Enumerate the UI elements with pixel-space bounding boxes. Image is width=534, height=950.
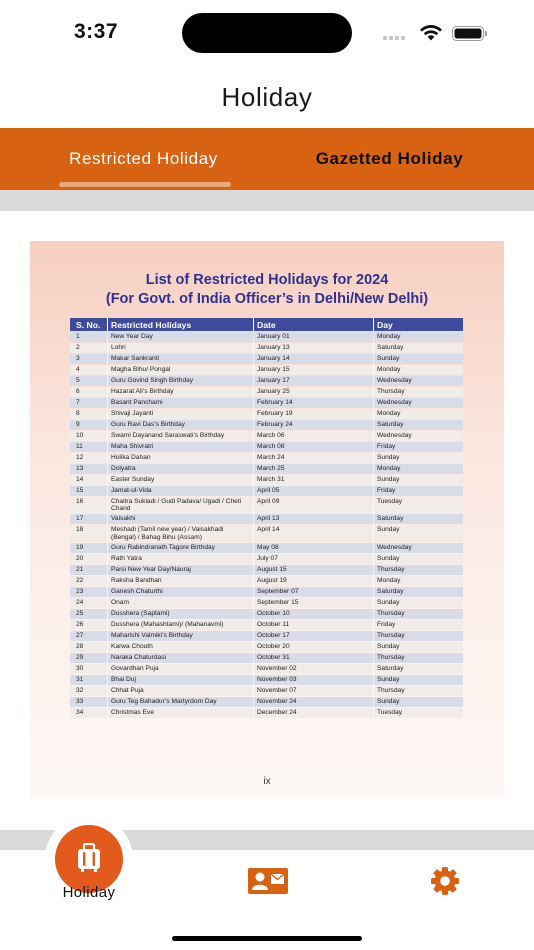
document-title: List of Restricted Holidays for 2024 <box>145 272 389 288</box>
cell-sno: 20 <box>70 554 108 564</box>
table-row <box>70 598 463 608</box>
table-row <box>70 354 463 364</box>
table-row <box>70 387 463 397</box>
home-indicator <box>172 936 362 941</box>
table-row <box>70 675 463 685</box>
table-row <box>70 565 463 575</box>
table-row <box>70 409 463 419</box>
table-row <box>70 554 463 564</box>
table-row <box>70 664 463 674</box>
holiday-list-document <box>30 241 504 799</box>
table-header-row <box>70 318 463 331</box>
cell-date: April 05 <box>254 486 374 496</box>
cell-sno: 10 <box>70 431 108 441</box>
cell-day: Thursday <box>374 631 463 641</box>
cell-day: Saturday <box>374 664 463 674</box>
cell-holiday: Raksha Bandhan <box>108 576 254 586</box>
cell-date: August 19 <box>254 576 374 586</box>
cell-date: July 07 <box>254 554 374 564</box>
table-row <box>70 686 463 696</box>
cell-date: October 31 <box>254 653 374 663</box>
cell-sno: 5 <box>70 376 108 386</box>
cell-sno: 17 <box>70 514 108 524</box>
cell-sno: 11 <box>70 442 108 452</box>
cell-sno: 23 <box>70 587 108 597</box>
contact-card-icon[interactable] <box>248 868 288 894</box>
cell-sno: 6 <box>70 387 108 397</box>
cell-date: March 31 <box>254 475 374 485</box>
cell-date: April 14 <box>254 525 374 541</box>
cell-holiday: Meshadi (Tamil new year) / Vaisakhadi (Bengal) / Bahag Bihu (Assam) <box>108 525 254 541</box>
cell-date: April 09 <box>254 497 374 513</box>
column-header-holiday: Restricted Holidays <box>108 318 254 331</box>
cell-sno: 1 <box>70 332 108 342</box>
cell-sno: 4 <box>70 365 108 375</box>
cell-day: Thursday <box>374 686 463 696</box>
cell-sno: 29 <box>70 653 108 663</box>
nav-holiday-button[interactable] <box>55 825 123 893</box>
cell-day: Tuesday <box>374 708 463 718</box>
table-row <box>70 464 463 474</box>
table-row <box>70 514 463 524</box>
cell-day: Friday <box>374 486 463 496</box>
table-row <box>70 609 463 619</box>
cell-sno: 18 <box>70 525 108 541</box>
cell-day: Wednesday <box>374 376 463 386</box>
cell-day: Saturday <box>374 343 463 353</box>
cell-day: Thursday <box>374 387 463 397</box>
cell-day: Sunday <box>374 475 463 485</box>
column-header-sno: S. No. <box>70 318 108 331</box>
cell-sno: 22 <box>70 576 108 586</box>
cell-holiday: Lohri <box>108 343 254 353</box>
cell-date: August 15 <box>254 565 374 575</box>
cell-date: January 14 <box>254 354 374 364</box>
table-row <box>70 653 463 663</box>
table-row <box>70 708 463 718</box>
luggage-icon <box>76 843 102 873</box>
cell-sno: 27 <box>70 631 108 641</box>
cell-holiday: Guru Ravi Das’s Birthday <box>108 420 254 430</box>
cell-holiday: Swami Dayanand Saraswati’s Birthday <box>108 431 254 441</box>
cell-holiday: Govardhan Puja <box>108 664 254 674</box>
cell-holiday: Basant Panchami <box>108 398 254 408</box>
cell-day: Saturday <box>374 420 463 430</box>
cell-holiday: Makar Sankranti <box>108 354 254 364</box>
cell-holiday: New Year Day <box>108 332 254 342</box>
cell-sno: 21 <box>70 565 108 575</box>
cell-day: Sunday <box>374 554 463 564</box>
cell-holiday: Easter Sunday <box>108 475 254 485</box>
cell-holiday: Holika Dahan <box>108 453 254 463</box>
cell-day: Thursday <box>374 653 463 663</box>
table-row <box>70 631 463 641</box>
cell-holiday: Ganesh Chaturthi <box>108 587 254 597</box>
tab-bar <box>0 128 534 190</box>
cell-date: November 02 <box>254 664 374 674</box>
cell-holiday: Maha Shivratri <box>108 442 254 452</box>
cell-date: November 07 <box>254 686 374 696</box>
cell-date: October 10 <box>254 609 374 619</box>
cell-sno: 13 <box>70 464 108 474</box>
cell-sno: 2 <box>70 343 108 353</box>
table-row <box>70 453 463 463</box>
cell-day: Wednesday <box>374 543 463 553</box>
column-header-day: Day <box>374 318 463 331</box>
tab-gazetted-holiday[interactable]: Gazetted Holiday <box>315 149 464 168</box>
cell-sno: 26 <box>70 620 108 630</box>
cell-day: Saturday <box>374 514 463 524</box>
cell-day: Thursday <box>374 609 463 619</box>
table-row <box>70 543 463 553</box>
cell-holiday: Dusshera (Mahashtami)/ (Mahanavmi) <box>108 620 254 630</box>
cell-holiday: Naraka Chaturdasi <box>108 653 254 663</box>
cell-sno: 7 <box>70 398 108 408</box>
cell-sno: 19 <box>70 543 108 553</box>
table-row <box>70 475 463 485</box>
cell-date: March 08 <box>254 442 374 452</box>
status-time: 3:37 <box>74 20 119 43</box>
cell-date: January 25 <box>254 387 374 397</box>
tab-restricted-holiday[interactable]: Restricted Holiday <box>69 149 218 168</box>
cell-date: March 25 <box>254 464 374 474</box>
cell-day: Sunday <box>374 598 463 608</box>
cell-day: Friday <box>374 620 463 630</box>
cell-holiday: Shivaji Jayanti <box>108 409 254 419</box>
cell-date: January 01 <box>254 332 374 342</box>
table-row <box>70 620 463 630</box>
cell-day: Sunday <box>374 642 463 652</box>
table-row <box>70 642 463 652</box>
active-tab-indicator <box>59 182 231 187</box>
page-number: ix <box>263 776 271 787</box>
cell-holiday: Hazarat Ali’s Birthday <box>108 387 254 397</box>
cell-sno: 24 <box>70 598 108 608</box>
cell-holiday: Jamat-ul-Vida <box>108 486 254 496</box>
cell-holiday: Chhat Puja <box>108 686 254 696</box>
table-row <box>70 442 463 452</box>
cell-date: October 11 <box>254 620 374 630</box>
cell-date: March 06 <box>254 431 374 441</box>
table-row <box>70 376 463 386</box>
table-row <box>70 697 463 707</box>
cell-sno: 31 <box>70 675 108 685</box>
table-row <box>70 497 463 513</box>
document-subtitle: (For Govt. of India Officer’s in Delhi/New Delhi) <box>105 291 429 307</box>
cellular-signal-icon <box>383 36 409 41</box>
cell-sno: 15 <box>70 486 108 496</box>
cell-date: November 03 <box>254 675 374 685</box>
cell-day: Sunday <box>374 453 463 463</box>
cell-date: January 15 <box>254 365 374 375</box>
cell-day: Thursday <box>374 565 463 575</box>
cell-holiday: Dusshera (Saptami) <box>108 609 254 619</box>
cell-date: November 24 <box>254 697 374 707</box>
cell-holiday: Rath Yatra <box>108 554 254 564</box>
cell-sno: 33 <box>70 697 108 707</box>
cell-holiday: Chaitra Sukladi / Gudi Padava/ Ugadi / Cheti Chand <box>108 497 254 513</box>
cell-date: September 07 <box>254 587 374 597</box>
cell-day: Monday <box>374 409 463 419</box>
cell-holiday: Christmas Eve <box>108 708 254 718</box>
cell-sno: 12 <box>70 453 108 463</box>
status-bar <box>0 0 534 62</box>
cell-day: Monday <box>374 332 463 342</box>
cell-day: Sunday <box>374 354 463 364</box>
cell-sno: 14 <box>70 475 108 485</box>
cell-holiday: Guru Rabindranath Tagore Birthday <box>108 543 254 553</box>
cell-day: Sunday <box>374 697 463 707</box>
cell-holiday: Magha Bihu/ Pongal <box>108 365 254 375</box>
cell-date: January 17 <box>254 376 374 386</box>
cell-holiday: Dolyatra <box>108 464 254 474</box>
table-row <box>70 486 463 496</box>
cell-sno: 28 <box>70 642 108 652</box>
cell-day: Wednesday <box>374 431 463 441</box>
cell-day: Monday <box>374 365 463 375</box>
cell-sno: 3 <box>70 354 108 364</box>
cell-sno: 32 <box>70 686 108 696</box>
tab-divider <box>0 190 534 211</box>
cell-day: Sunday <box>374 675 463 685</box>
cell-date: February 24 <box>254 420 374 430</box>
table-row <box>70 525 463 541</box>
table-row <box>70 365 463 375</box>
cell-holiday: Vaisakhi <box>108 514 254 524</box>
cell-sno: 16 <box>70 497 108 513</box>
cell-day: Tuesday <box>374 497 463 513</box>
cell-holiday: Guru Teg Bahadur’s Martyrdom Day <box>108 697 254 707</box>
cell-sno: 25 <box>70 609 108 619</box>
cell-date: March 24 <box>254 453 374 463</box>
cell-holiday: Guru Govind Singh Birthday <box>108 376 254 386</box>
cell-holiday: Maharishi Valmiki’s Birthday <box>108 631 254 641</box>
table-row <box>70 343 463 353</box>
cell-date: December 24 <box>254 708 374 718</box>
cell-holiday: Onam <box>108 598 254 608</box>
table-row <box>70 576 463 586</box>
cell-holiday: Bhai Duj <box>108 675 254 685</box>
cell-sno: 8 <box>70 409 108 419</box>
cell-holiday: Karwa Chouth <box>108 642 254 652</box>
table-row <box>70 587 463 597</box>
table-row <box>70 398 463 408</box>
cell-day: Friday <box>374 442 463 452</box>
wifi-icon <box>419 23 443 41</box>
gear-icon[interactable] <box>428 866 462 896</box>
cell-date: January 13 <box>254 343 374 353</box>
cell-holiday: Parsi New Year Day/Nauraj <box>108 565 254 575</box>
dynamic-island <box>182 13 352 53</box>
column-header-date: Date <box>254 318 374 331</box>
cell-sno: 30 <box>70 664 108 674</box>
cell-date: October 17 <box>254 631 374 641</box>
cell-day: Monday <box>374 576 463 586</box>
table-row <box>70 332 463 342</box>
cell-sno: 9 <box>70 420 108 430</box>
cell-day: Monday <box>374 464 463 474</box>
cell-day: Sunday <box>374 525 463 541</box>
cell-date: May 08 <box>254 543 374 553</box>
cell-day: Saturday <box>374 587 463 597</box>
battery-icon <box>452 26 488 41</box>
page-title: Holiday <box>221 82 313 112</box>
cell-date: October 20 <box>254 642 374 652</box>
cell-date: April 13 <box>254 514 374 524</box>
table-row <box>70 420 463 430</box>
cell-date: September 15 <box>254 598 374 608</box>
table-row <box>70 431 463 441</box>
cell-day: Wednesday <box>374 398 463 408</box>
holiday-table <box>70 317 463 719</box>
cell-date: February 14 <box>254 398 374 408</box>
cell-date: February 19 <box>254 409 374 419</box>
nav-holiday-label: Holiday <box>62 884 116 901</box>
cell-sno: 34 <box>70 708 108 718</box>
